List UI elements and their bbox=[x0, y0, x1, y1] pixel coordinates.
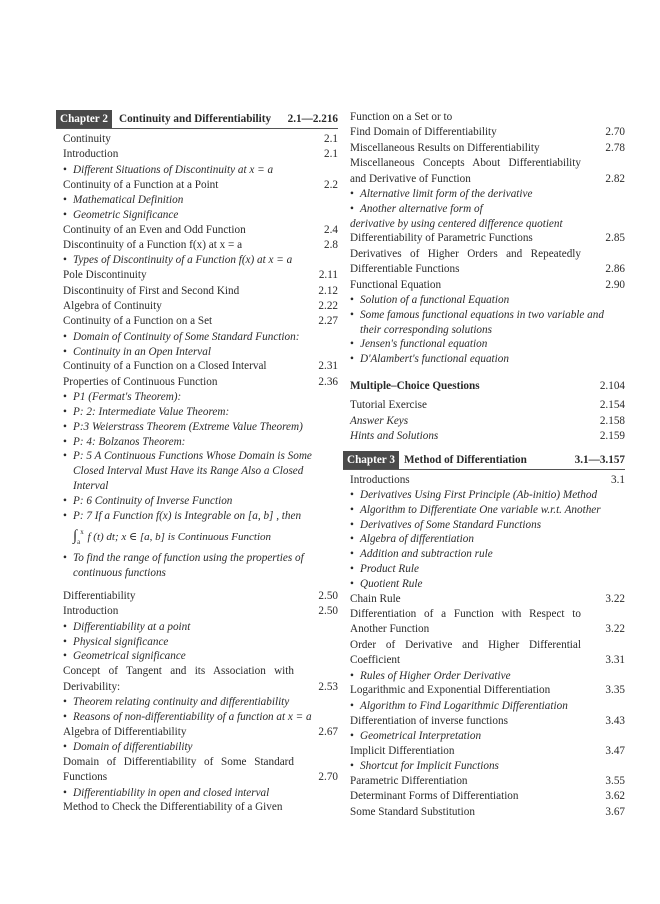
toc-entry[interactable] bbox=[350, 714, 625, 729]
toc-subtopic[interactable] bbox=[350, 503, 625, 518]
toc-entry[interactable] bbox=[63, 314, 338, 329]
toc-entries bbox=[350, 473, 625, 821]
bullet-icon: • bbox=[350, 577, 354, 590]
subtopic-text: Mathematical Definition bbox=[73, 194, 184, 207]
toc-subtopic[interactable] bbox=[350, 352, 625, 367]
bullet-icon: • bbox=[63, 710, 67, 723]
toc-subtopic[interactable] bbox=[350, 562, 625, 577]
bullet-icon: • bbox=[350, 548, 354, 561]
chapter-page-range: 2.1—2.216 bbox=[287, 113, 338, 125]
subtopic-text: P: 5 A Continuous Functions Whose Domain is Some Closed Interval Must Have its Range Also a Closed Interval bbox=[73, 450, 312, 493]
entry-title: Multiple–Choice Questions bbox=[350, 380, 480, 393]
entry-page-number: 2.82 bbox=[605, 172, 625, 185]
entry-page-number: 3.35 bbox=[605, 684, 625, 697]
subtopic-text: Geometric Significance bbox=[73, 208, 179, 221]
entry-page-number: 2.12 bbox=[318, 284, 338, 297]
bullet-icon: • bbox=[350, 760, 354, 773]
entry-title: Hints and Solutions bbox=[350, 430, 439, 443]
entry-page-number: 3.47 bbox=[605, 744, 625, 757]
subtopic-text: Continuity in an Open Interval bbox=[73, 345, 211, 358]
subtopic-text: Shortcut for Implicit Functions bbox=[360, 760, 499, 773]
subtopic-text: P: 7 If a Function f(x) is Integrable on [a, b] , then bbox=[73, 509, 302, 522]
bullet-icon: • bbox=[63, 163, 67, 176]
entry-title: Introduction bbox=[63, 148, 119, 161]
entry-page-number: 2.67 bbox=[318, 725, 338, 738]
entry-page-number: 3.62 bbox=[605, 790, 625, 803]
toc-entry[interactable] bbox=[63, 375, 338, 390]
subtopic-text: P: 6 Continuity of Inverse Function bbox=[73, 494, 233, 507]
bullet-icon: • bbox=[63, 696, 67, 709]
entry-title: Continuity bbox=[63, 133, 111, 145]
toc-entry[interactable] bbox=[63, 755, 338, 786]
toc-entry[interactable] bbox=[350, 278, 625, 293]
toc-entry[interactable] bbox=[63, 178, 338, 193]
toc-entry-mcq[interactable] bbox=[350, 379, 625, 394]
spacer bbox=[350, 367, 625, 375]
entry-title: Concept of Tangent and its Association with Derivability: bbox=[63, 665, 294, 693]
entry-title: Differentiation of inverse functions bbox=[350, 714, 508, 727]
toc-subtopic[interactable] bbox=[63, 509, 338, 524]
entry-title: Domain of Differentiability of Some Standard Functions bbox=[63, 755, 294, 784]
bullet-icon: • bbox=[350, 489, 354, 502]
toc-entry[interactable] bbox=[63, 725, 338, 740]
entry-page-number: 3.55 bbox=[605, 775, 625, 788]
entry-title: Implicit Differentiation bbox=[350, 744, 455, 757]
bullet-icon: • bbox=[63, 194, 67, 207]
entry-page-number: 2.11 bbox=[318, 269, 338, 282]
subtopic-text: Addition and subtraction rule bbox=[360, 548, 493, 561]
entry-title: Miscellaneous Concepts About Differentiability and Derivative of Function bbox=[350, 157, 581, 185]
entry-title: Tutorial Exercise bbox=[350, 399, 427, 412]
subtopic-text: f (t) dt; x ∈ [a, b] is Continuous Function bbox=[87, 531, 271, 544]
toc-subtopic[interactable] bbox=[350, 187, 625, 202]
bullet-icon: • bbox=[350, 338, 354, 351]
bullet-icon: • bbox=[350, 202, 354, 215]
subtopic-text: Theorem relating continuity and differentiability bbox=[73, 696, 290, 709]
bullet-icon: • bbox=[350, 563, 354, 576]
toc-subtopic[interactable] bbox=[63, 163, 338, 178]
entry-page-number: 3.31 bbox=[605, 654, 625, 667]
subtopic-text: Geometrical significance bbox=[73, 650, 186, 663]
bullet-icon: • bbox=[63, 435, 67, 448]
entry-page-number: 2.1 bbox=[324, 133, 338, 145]
entry-title: Logarithmic and Exponential Differentiation bbox=[350, 684, 551, 697]
toc-entries bbox=[63, 132, 338, 816]
bullet-icon: • bbox=[63, 635, 67, 648]
toc-entries bbox=[350, 110, 625, 445]
subtopic-text: D'Alambert's functional equation bbox=[360, 353, 509, 366]
toc-entry[interactable] bbox=[350, 592, 625, 607]
toc-entry[interactable] bbox=[350, 429, 625, 444]
entry-page-number: 2.4 bbox=[324, 223, 338, 236]
toc-entry[interactable] bbox=[350, 398, 625, 413]
toc-entry[interactable] bbox=[63, 299, 338, 314]
entry-page-number: 2.27 bbox=[318, 315, 338, 328]
entry-page-number: 2.1 bbox=[324, 148, 338, 161]
toc-left-column bbox=[60, 110, 338, 816]
toc-subtopic[interactable] bbox=[63, 253, 338, 268]
entry-page-number: 2.85 bbox=[605, 232, 625, 245]
subtopic-text: Domain of differentiability bbox=[73, 741, 193, 754]
entry-title: Discontinuity of a Function f(x) at x = a bbox=[63, 239, 243, 252]
toc-entry[interactable] bbox=[63, 359, 338, 374]
subtopic-text: Geometrical Interpretation bbox=[360, 730, 482, 743]
toc-subtopic[interactable] bbox=[63, 649, 338, 664]
toc-subtopic[interactable] bbox=[63, 208, 338, 223]
toc-subtopic[interactable] bbox=[63, 786, 338, 801]
toc-subtopic[interactable] bbox=[63, 405, 338, 420]
entry-page-number: 2.78 bbox=[605, 141, 625, 154]
entry-title: Determinant Forms of Differentiation bbox=[350, 790, 519, 803]
bullet-icon: • bbox=[63, 650, 67, 663]
entry-title: Functional Equation bbox=[350, 278, 442, 291]
bullet-icon: • bbox=[63, 345, 67, 358]
toc-subtopic[interactable] bbox=[350, 759, 625, 774]
toc-subtopic[interactable] bbox=[350, 488, 625, 503]
toc-entry[interactable] bbox=[63, 238, 338, 253]
chapter-rule bbox=[56, 128, 338, 129]
entry-title: Algebra of Differentiability bbox=[63, 725, 187, 738]
toc-entry[interactable] bbox=[350, 805, 625, 820]
toc-subtopic[interactable] bbox=[350, 699, 625, 714]
bullet-icon: • bbox=[350, 730, 354, 743]
toc-subtopic[interactable] bbox=[350, 518, 625, 533]
toc-entry[interactable] bbox=[350, 638, 625, 669]
toc-subtopic[interactable] bbox=[63, 330, 338, 345]
toc-entry[interactable] bbox=[63, 664, 338, 695]
chapter-page-range: 3.1—3.157 bbox=[574, 453, 625, 466]
subtopic-text: Derivatives of Some Standard Functions bbox=[360, 518, 542, 531]
toc-subtopic[interactable] bbox=[63, 420, 338, 435]
integral-sign-icon: $\int_a^x$ bbox=[73, 528, 84, 547]
toc-subtopic[interactable] bbox=[63, 449, 338, 493]
toc-entry[interactable] bbox=[350, 125, 625, 140]
toc-entry[interactable] bbox=[350, 789, 625, 804]
toc-subtopic[interactable] bbox=[63, 551, 338, 581]
entry-title: Find Domain of Differentiability bbox=[350, 126, 497, 139]
toc-entry[interactable] bbox=[350, 683, 625, 698]
entry-page-number: 2.2 bbox=[324, 178, 338, 191]
bullet-icon: • bbox=[63, 208, 67, 221]
bullet-icon: • bbox=[63, 786, 67, 799]
subtopic-text: Physical significance bbox=[73, 635, 169, 648]
entry-title: Order of Derivative and Higher Differential Coefficient bbox=[350, 638, 581, 667]
toc-subtopic[interactable] bbox=[350, 202, 625, 217]
toc-subtopic[interactable] bbox=[63, 620, 338, 635]
entry-title: Properties of Continuous Function bbox=[63, 375, 218, 388]
subtopic-text: Quotient Rule bbox=[360, 577, 423, 590]
toc-entry[interactable] bbox=[63, 604, 338, 619]
bullet-icon: • bbox=[63, 620, 67, 633]
bullet-icon: • bbox=[350, 699, 354, 712]
entry-page-number: 2.31 bbox=[318, 360, 338, 373]
bullet-icon: • bbox=[350, 503, 354, 516]
subtopic-text: To find the range of function using the properties of continuous functions bbox=[73, 552, 304, 580]
subtopic-text: Rules of Higher Order Derivative bbox=[360, 669, 511, 682]
subtopic-text: Algorithm to Find Logarithmic Differentiation bbox=[360, 699, 568, 712]
entry-page-number: 2.159 bbox=[599, 430, 625, 443]
subtopic-text: derivative by using centered difference quotient bbox=[350, 217, 563, 230]
chapter-3-header[interactable] bbox=[347, 451, 625, 469]
bullet-icon: • bbox=[63, 494, 67, 507]
entry-title: Introductions bbox=[350, 473, 410, 486]
toc-subtopic[interactable] bbox=[63, 710, 338, 725]
toc-entry[interactable] bbox=[350, 156, 625, 187]
entry-title: Differentiability of Parametric Functions bbox=[350, 232, 533, 245]
subtopic-text: Solution of a functional Equation bbox=[360, 294, 510, 307]
entry-page-number: 2.70 bbox=[318, 771, 338, 784]
bullet-icon: • bbox=[350, 188, 354, 201]
subtopic-text: Different Situations of Discontinuity at x = a bbox=[73, 163, 274, 176]
subtopic-text: Algorithm to Differentiate One variable w.r.t. Another bbox=[360, 503, 601, 516]
toc-entry[interactable] bbox=[63, 223, 338, 238]
spacer bbox=[63, 581, 338, 589]
entry-page-number: 3.43 bbox=[605, 714, 625, 727]
toc-entry[interactable] bbox=[350, 231, 625, 246]
entry-page-number: 2.70 bbox=[605, 126, 625, 139]
toc-entry-continued[interactable]: Method to Check the Differentiability of a Given bbox=[63, 801, 283, 814]
toc-subtopic[interactable] bbox=[63, 345, 338, 360]
bullet-icon: • bbox=[350, 308, 354, 321]
bullet-icon: • bbox=[63, 254, 67, 267]
subtopic-text: Differentiability in open and closed interval bbox=[73, 786, 270, 799]
bullet-icon: • bbox=[350, 669, 354, 682]
toc-subtopic[interactable] bbox=[350, 308, 625, 338]
toc-entry[interactable] bbox=[63, 284, 338, 299]
subtopic-text: Reasons of non-differentiability of a function at x = a bbox=[73, 710, 312, 723]
entry-title: Continuity of a Function at a Point bbox=[63, 178, 219, 191]
toc-subtopic[interactable] bbox=[350, 547, 625, 562]
toc-subtopic[interactable] bbox=[63, 494, 338, 509]
toc-entry[interactable] bbox=[350, 744, 625, 759]
subtopic-text: P:3 Weierstrass Theorem (Extreme Value Theorem) bbox=[73, 420, 303, 433]
entry-title: Continuity of a Function on a Closed Interval bbox=[63, 360, 267, 373]
entry-title: Continuity of a Function on a Set bbox=[63, 315, 213, 328]
entry-title: Derivatives of Higher Orders and Repeatedly Differentiable Functions bbox=[350, 247, 581, 276]
toc-subtopic[interactable] bbox=[350, 729, 625, 744]
toc-subtopic[interactable] bbox=[63, 635, 338, 650]
toc-entry[interactable] bbox=[63, 589, 338, 604]
entry-page-number: 2.104 bbox=[599, 380, 625, 393]
bullet-icon: • bbox=[350, 353, 354, 366]
entry-page-number: 2.8 bbox=[324, 239, 338, 252]
toc-subtopic[interactable] bbox=[63, 695, 338, 710]
entry-page-number: 2.90 bbox=[605, 278, 625, 291]
toc-subtopic[interactable] bbox=[350, 217, 625, 232]
bullet-icon: • bbox=[63, 509, 67, 522]
entry-page-number: 2.53 bbox=[318, 680, 338, 693]
toc-subtopic[interactable] bbox=[350, 337, 625, 352]
toc-subtopic-integral[interactable] bbox=[63, 523, 338, 551]
entry-page-number: 2.86 bbox=[605, 263, 625, 276]
entry-title: Continuity of an Even and Odd Function bbox=[63, 223, 246, 236]
entry-title: Differentiation of a Function with Respect to Another Function bbox=[350, 608, 581, 636]
subtopic-text: Some famous functional equations in two variable and their corresponding solutions bbox=[360, 308, 604, 336]
bullet-icon: • bbox=[63, 741, 67, 754]
subtopic-text: Another alternative form of bbox=[360, 202, 483, 215]
toc-entry[interactable] bbox=[350, 607, 625, 638]
bullet-icon: • bbox=[63, 391, 67, 404]
bullet-icon: • bbox=[63, 552, 67, 565]
entry-title: Introduction bbox=[63, 605, 119, 618]
toc-subtopic[interactable] bbox=[63, 390, 338, 405]
entry-page-number: 2.50 bbox=[318, 590, 338, 603]
bullet-icon: • bbox=[63, 450, 67, 463]
toc-entry[interactable] bbox=[63, 132, 338, 147]
entry-title: Parametric Differentiation bbox=[350, 775, 468, 788]
toc-subtopic[interactable] bbox=[63, 740, 338, 755]
subtopic-text: Differentiability at a point bbox=[73, 620, 191, 633]
toc-subtopic[interactable] bbox=[63, 435, 338, 450]
bullet-icon: • bbox=[350, 533, 354, 546]
toc-entry[interactable] bbox=[350, 247, 625, 278]
toc-entry[interactable] bbox=[63, 268, 338, 283]
subtopic-text: Product Rule bbox=[360, 563, 419, 576]
subtopic-text: Alternative limit form of the derivative bbox=[360, 188, 533, 201]
entry-page-number: 3.22 bbox=[605, 592, 625, 605]
entry-page-number: 2.22 bbox=[318, 300, 338, 313]
chapter-label: Chapter 3 bbox=[343, 451, 399, 469]
chapter-title: Continuity and Differentiability bbox=[119, 113, 272, 125]
entry-title: Answer Keys bbox=[350, 414, 409, 427]
entry-page-number: 2.154 bbox=[599, 399, 625, 412]
entry-page-number: 2.50 bbox=[318, 605, 338, 618]
entry-title: Miscellaneous Results on Differentiability bbox=[350, 141, 540, 154]
entry-page-number: 3.22 bbox=[605, 623, 625, 636]
entry-page-number: 3.1 bbox=[611, 473, 625, 486]
chapter-2-header[interactable] bbox=[60, 110, 338, 128]
subtopic-text: Domain of Continuity of Some Standard Function: bbox=[73, 330, 300, 343]
entry-title: Differentiability bbox=[63, 590, 136, 603]
subtopic-text: Algebra of differentiation bbox=[360, 533, 474, 546]
entry-page-number: 2.158 bbox=[599, 414, 625, 427]
subtopic-text: P1 (Fermat's Theorem): bbox=[73, 391, 182, 404]
chapter-label: Chapter 2 bbox=[56, 110, 112, 128]
bullet-icon: • bbox=[350, 518, 354, 531]
chapter-title: Method of Differentiation bbox=[404, 453, 527, 466]
entry-page-number: 3.67 bbox=[605, 805, 625, 818]
toc-subtopic[interactable] bbox=[350, 669, 625, 684]
entry-title: Algebra of Continuity bbox=[63, 300, 162, 313]
bullet-icon: • bbox=[350, 294, 354, 307]
toc-right-column bbox=[347, 110, 625, 820]
entry-title: Pole Discontinuity bbox=[63, 269, 147, 282]
toc-entry[interactable] bbox=[63, 147, 338, 162]
entry-page-number: 2.36 bbox=[318, 375, 338, 388]
toc-entry[interactable] bbox=[350, 141, 625, 156]
entry-title: Chain Rule bbox=[350, 592, 401, 605]
toc-entry[interactable] bbox=[350, 414, 625, 429]
toc-subtopic[interactable] bbox=[350, 532, 625, 547]
bullet-icon: • bbox=[63, 406, 67, 419]
chapter-rule bbox=[343, 469, 625, 470]
subtopic-text: P: 4: Bolzanos Theorem: bbox=[73, 435, 186, 448]
entry-title: Discontinuity of First and Second Kind bbox=[63, 284, 240, 297]
toc-subtopic[interactable] bbox=[350, 577, 625, 592]
toc-subtopic[interactable] bbox=[350, 293, 625, 308]
subtopic-text: Jensen's functional equation bbox=[360, 338, 488, 351]
entry-title: Some Standard Substitution bbox=[350, 805, 475, 818]
bullet-icon: • bbox=[63, 420, 67, 433]
bullet-icon: • bbox=[63, 330, 67, 343]
subtopic-text: Types of Discontinuity of a Function f(x) at x = a bbox=[73, 254, 293, 267]
toc-entry[interactable] bbox=[350, 774, 625, 789]
toc-entry[interactable] bbox=[350, 473, 625, 488]
subtopic-text: Derivatives Using First Principle (Ab-initio) Method bbox=[360, 489, 598, 502]
toc-subtopic[interactable] bbox=[63, 193, 338, 208]
subtopic-text: P: 2: Intermediate Value Theorem: bbox=[73, 406, 230, 419]
toc-entry-continued[interactable]: Function on a Set or to bbox=[350, 111, 453, 123]
